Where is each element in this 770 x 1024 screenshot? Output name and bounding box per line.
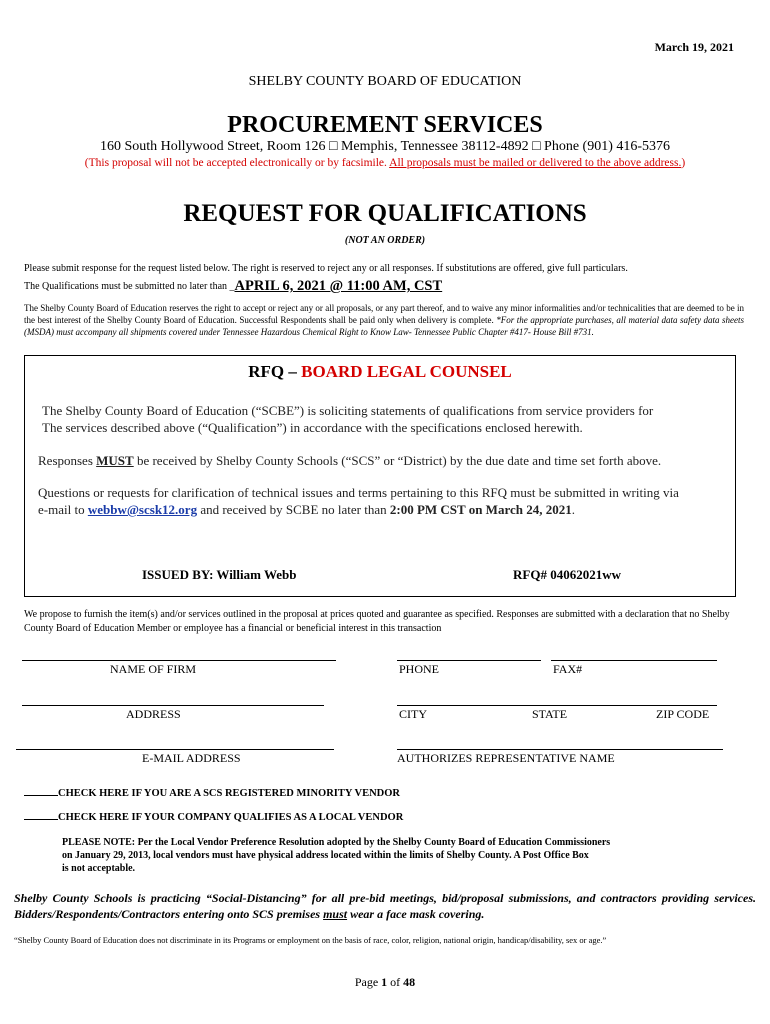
notice-underlined-text: All proposals must be mailed or delivered to the above address.: [389, 157, 682, 169]
document-date: March 19, 2021: [654, 40, 734, 54]
firm-name-field[interactable]: [22, 660, 336, 661]
must-emphasis: MUST: [96, 453, 134, 468]
proposal-statement: We propose to furnish the item(s) and/or services outlined in the proposal at prices quoted and guarantee as specified. Responses are submitted with a declaration that no Shelby County Board of Education Member or employee has a financial or beneficial interest in this transaction: [24, 609, 730, 634]
checkbox-blank[interactable]: [24, 785, 58, 796]
address-field[interactable]: [22, 705, 324, 706]
page-of: of: [387, 975, 404, 989]
notice-close: ): [681, 157, 686, 169]
fax-label: FAX#: [553, 662, 583, 676]
issued-by: ISSUED BY: William Webb: [142, 567, 297, 582]
checkbox-blank[interactable]: [24, 809, 58, 820]
questions-line-2: [38, 501, 728, 518]
phone-label: PHONE: [399, 662, 440, 676]
rfq-subject: BOARD LEGAL COUNSEL: [301, 362, 512, 381]
terms-paragraph: [24, 302, 744, 338]
social-text: Shelby County Schools is practicing “Social-Distancing” for all pre-bid meetings, bid/proposal submissions, and contractors providing services. Bidders/Respondents/Contractors entering onto SCS premises: [14, 891, 756, 921]
submission-deadline: APRIL 6, 2021 @ 11:00 AM, CST: [234, 278, 443, 294]
contact-email-link[interactable]: webbw@scsk12.org: [87, 502, 198, 517]
questions-text-mid: and received by SCBE no later than: [197, 502, 390, 517]
rfq-label: RFQ –: [248, 362, 302, 381]
questions-line-1: Questions or requests for clarification of technical issues and terms pertaining to this RFQ must be submitted in writing via: [38, 485, 679, 500]
page-current: 1: [381, 975, 388, 989]
fax-field[interactable]: [551, 660, 717, 661]
note-line-1: PLEASE NOTE: Per the Local Vendor Preference Resolution adopted by the Shelby County Board of Education Commissioners: [62, 837, 611, 848]
questions-text: e-mail to: [38, 502, 88, 517]
page-number: [0, 975, 770, 990]
city-label: CITY: [399, 707, 427, 721]
minority-vendor-label: CHECK HERE IF YOU ARE A SCS REGISTERED MINORITY VENDOR: [58, 788, 400, 799]
rfq-heading: [24, 362, 736, 382]
questions-deadline: 2:00 PM CST on March 24, 2021: [389, 502, 572, 517]
terms-italic-text: *For the appropriate purchases, all material data safety data sheets (MSDA) must accompany all shipments covered under Tennessee Hazardous Chemical Right to Know Law- Tennessee Public Chapter #417- House Bill #731.: [24, 315, 745, 337]
responses-text: Responses: [38, 453, 97, 468]
social-must: must: [323, 907, 348, 921]
email-field[interactable]: [16, 749, 334, 750]
local-vendor-checkbox[interactable]: [24, 809, 403, 823]
email-label: E-MAIL ADDRESS: [142, 751, 241, 765]
authorized-rep-label: AUTHORIZES REPRESENTATIVE NAME: [397, 751, 615, 765]
deadline-line: [24, 277, 442, 294]
note-line-3: is not acceptable.: [62, 863, 136, 874]
page-subtitle: (NOT AN ORDER): [344, 235, 426, 246]
minority-vendor-checkbox[interactable]: [24, 785, 400, 799]
firm-name-label: NAME OF FIRM: [110, 662, 197, 676]
note-line-2: on January 29, 2013, local vendors must have physical address located within the limits of Shelby County. A Post Office Box: [62, 850, 589, 861]
department-title: PROCUREMENT SERVICES: [227, 112, 543, 138]
state-label: STATE: [532, 707, 568, 721]
social-distancing-notice: [14, 890, 756, 922]
social-text-end: wear a face mask covering.: [347, 907, 485, 921]
deadline-prefix: The Qualifications must be submitted no later than _: [24, 281, 235, 292]
questions-text-end: .: [571, 502, 575, 517]
board-name: SHELBY COUNTY BOARD OF EDUCATION: [248, 74, 522, 89]
submission-notice: [0, 157, 770, 169]
page-prefix: Page: [354, 975, 382, 989]
authorized-rep-field[interactable]: [397, 749, 723, 750]
notice-text: (This proposal will not be accepted electronically or by facsimile.: [84, 157, 390, 169]
responses-requirement: [38, 452, 728, 469]
local-vendor-label: CHECK HERE IF YOUR COMPANY QUALIFIES AS A LOCAL VENDOR: [58, 812, 404, 823]
responses-text-end: be received by Shelby County Schools (“SCS” or “District) by the due date and time set forth above.: [133, 453, 662, 468]
page-title: REQUEST FOR QUALIFICATIONS: [183, 200, 587, 227]
instructions-line: Please submit response for the request listed below. The right is reserved to reject any or all responses. If substitutions are offered, give full particulars.: [24, 263, 628, 274]
nondiscrimination-statement: “Shelby County Board of Education does not discriminate in its Programs or employment on the basis of race, color, religion, national origin, handicap/disability, sex or age.”: [14, 935, 607, 945]
local-vendor-note: [62, 836, 732, 875]
rfq-description-line-2: The services described above (“Qualification”) in accordance with the specifications enclosed herewith.: [42, 420, 583, 435]
page-total: 48: [403, 975, 416, 989]
rfq-number: RFQ# 04062021ww: [513, 567, 621, 582]
address-label: ADDRESS: [126, 707, 181, 721]
zip-label: ZIP CODE: [656, 707, 710, 721]
rfq-box: [24, 355, 736, 597]
phone-field[interactable]: [397, 660, 541, 661]
terms-text: The Shelby County Board of Education reserves the right to accept or reject any or all proposals, or any part thereof, and to waive any minor informalities and/or technicalities that are deemed to be in the best interest of the Shelby County Board of Education. Successful Respondents shall be paid only when delivery is complete.: [24, 303, 744, 325]
city-state-zip-field[interactable]: [397, 705, 717, 706]
rfq-description-line-1: The Shelby County Board of Education (“SCBE”) is soliciting statements of qualifications from service providers for: [42, 403, 654, 418]
contact-address: 160 South Hollywood Street, Room 126 □ Memphis, Tennessee 38112-4892 □ Phone (901) 416-5376: [99, 139, 671, 154]
